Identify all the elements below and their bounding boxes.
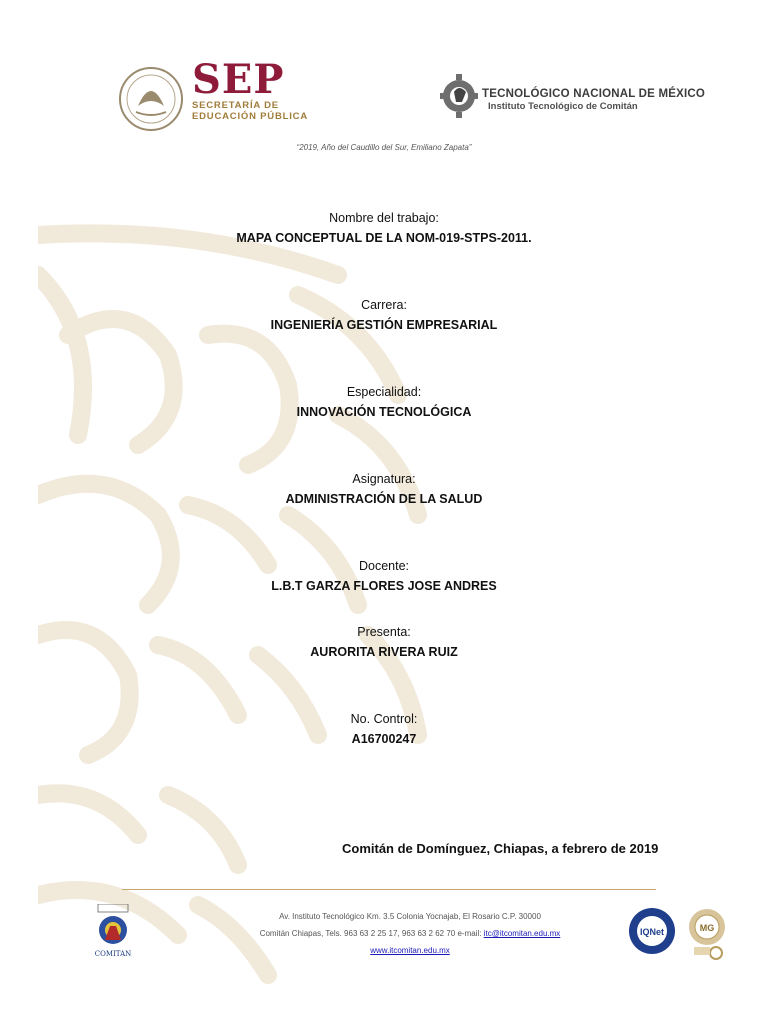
mg-label: MG	[699, 923, 715, 933]
field-teacher	[0, 556, 768, 596]
field-specialty	[0, 382, 768, 422]
quality-model-seal-icon	[686, 907, 728, 963]
field-value: MAPA CONCEPTUAL DE LA NOM-019-STPS-2011.	[236, 231, 532, 245]
field-label: Especialidad:	[346, 385, 422, 399]
field-career	[0, 295, 768, 335]
field-label: Nombre del trabajo:	[329, 211, 439, 225]
footer-divider	[122, 889, 656, 890]
footer-website-link[interactable]: www.itcomitan.edu.mx	[370, 946, 450, 955]
tecnm-title: TECNOLÓGICO NACIONAL DE MÉXICO	[482, 88, 706, 100]
sep-acronym: SEP	[192, 56, 285, 103]
field-value: INNOVACIÓN TECNOLÓGICA	[296, 405, 472, 419]
footer-phones-text: Comitán Chiapas, Tels. 963 63 2 25 17, 963 63 2 62 70 e-mail:	[259, 929, 484, 938]
field-presenter	[0, 622, 768, 662]
field-work-name	[0, 208, 768, 248]
field-value: AURORITA RIVERA RUIZ	[310, 645, 458, 659]
footer-phones	[225, 925, 595, 942]
sep-logo	[192, 56, 308, 122]
field-label: Docente:	[358, 559, 410, 573]
field-label: Presenta:	[357, 625, 411, 639]
iqnet-certification-icon	[628, 907, 676, 955]
place-date-line: Comitán de Domínguez, Chiapas, a febrero de 2019	[342, 841, 659, 856]
field-value: ADMINISTRACIÓN DE LA SALUD	[285, 492, 483, 506]
field-subject	[0, 469, 768, 509]
sep-line-2: EDUCACIÓN PÚBLICA	[192, 111, 308, 122]
field-value: INGENIERÍA GESTIÓN EMPRESARIAL	[270, 318, 498, 332]
field-value: L.B.T GARZA FLORES JOSE ANDRES	[271, 579, 497, 593]
tecnm-subtitle: Instituto Tecnológico de Comitán	[488, 101, 638, 112]
tecnm-title-block	[482, 88, 705, 112]
field-label: Asignatura:	[352, 472, 416, 486]
tecnm-gear-eagle-icon	[440, 70, 478, 122]
mexico-coat-of-arms-icon	[118, 66, 184, 132]
itcomitan-logo-label: COMITAN	[94, 950, 132, 958]
year-motto: “2019, Año del Caudillo del Sur, Emiliano Zapata”	[296, 143, 472, 152]
sep-line-1: SECRETARÍA DE	[192, 100, 279, 111]
itcomitan-logo-icon	[92, 904, 134, 960]
field-label: Carrera:	[361, 298, 407, 312]
field-value: A16700247	[351, 732, 417, 746]
iqnet-label: IQNet	[639, 927, 665, 937]
footer-address: Av. Instituto Tecnológico Km. 3.5 Colonia Yocnajab, El Rosario C.P. 30000	[279, 912, 541, 921]
footer-contact	[225, 908, 595, 959]
letterhead	[0, 0, 768, 160]
field-control-number	[0, 709, 768, 749]
field-label: No. Control:	[350, 712, 418, 726]
footer-email-link[interactable]: itc@itcomitan.edu.mx	[483, 929, 561, 938]
